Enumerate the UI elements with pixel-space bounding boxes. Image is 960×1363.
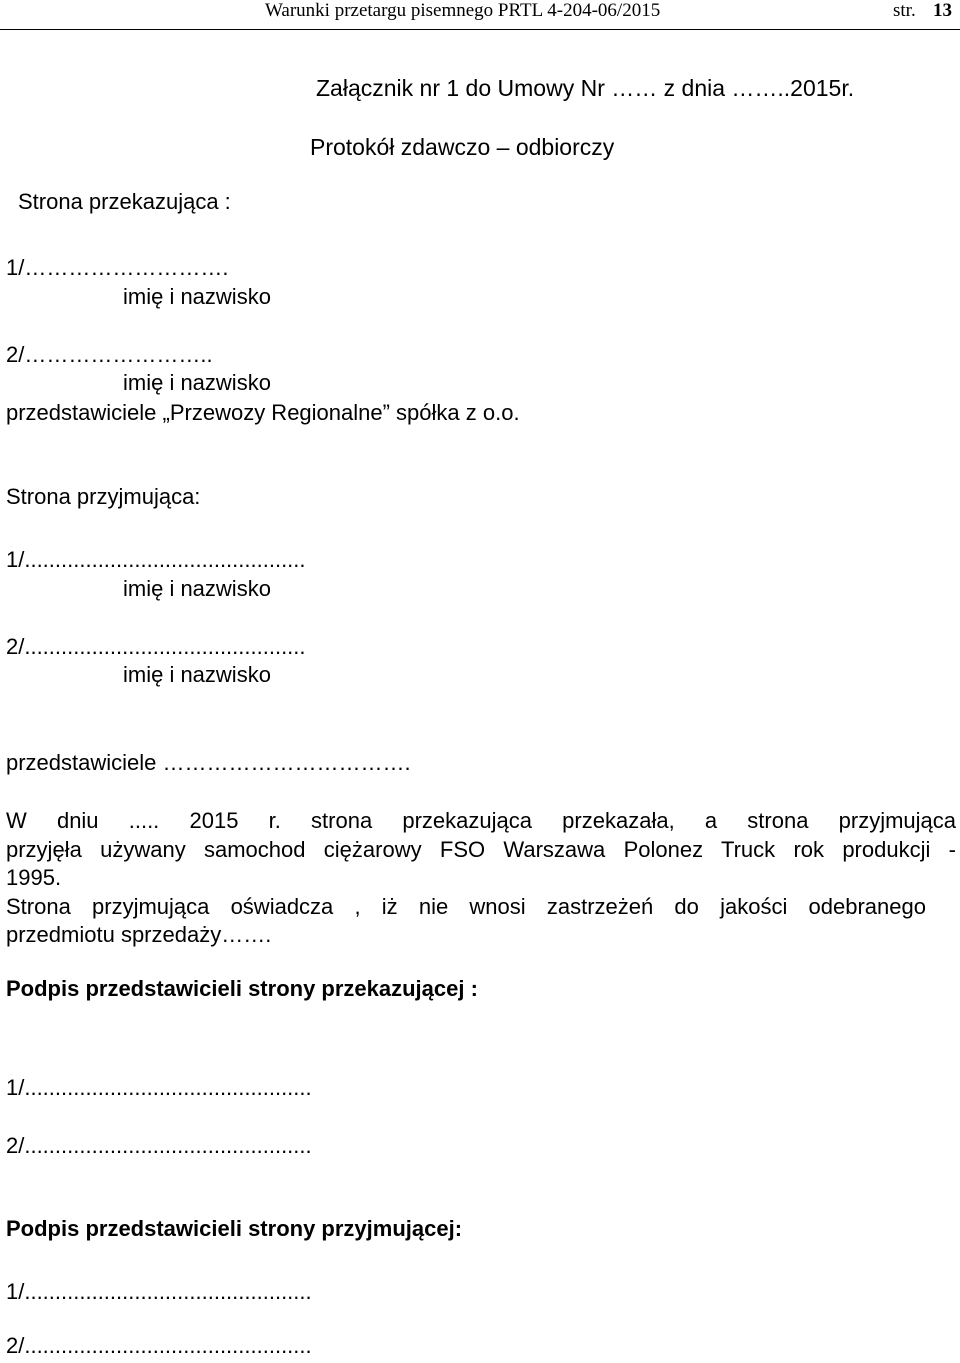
handing-person-2-line: 2/…………………….. (6, 342, 213, 367)
handing-signature-line-1: 1/............................................... (6, 1075, 312, 1100)
page-number: 13 (933, 0, 952, 21)
receiving-person-2-line: 2/.............................................. (6, 634, 306, 659)
handover-statement-line-1: W dniu ..... 2015 r. strona przekazująca przekazała, a strona przyjmująca (6, 808, 956, 833)
receiving-signature-line-2: 2/............................................... (6, 1333, 312, 1358)
handover-statement-line-2: przyjęła używany samochod ciężarowy FSO Warszawa Polonez Truck rok produkcji - (6, 837, 956, 862)
handing-representatives: przedstawiciele „Przewozy Regionalne” spółka z o.o. (6, 400, 520, 425)
handing-signatures-heading: Podpis przedstawicieli strony przekazującej : (6, 976, 478, 1001)
receiving-signature-line-1: 1/............................................... (6, 1279, 312, 1304)
receiving-party-heading: Strona przyjmująca: (6, 484, 201, 509)
attachment-title: Załącznik nr 1 do Umowy Nr …… z dnia ……..2015r. (316, 75, 855, 101)
acceptance-statement-line-2: przedmiotu sprzedaży……. (6, 922, 272, 947)
receiving-person-2-caption: imię i nazwisko (123, 662, 271, 687)
handing-party-heading: Strona przekazująca : (18, 189, 231, 214)
receiving-person-1-line: 1/.............................................. (6, 547, 306, 572)
handing-person-2-caption: imię i nazwisko (123, 370, 271, 395)
header-divider (0, 29, 960, 30)
receiving-person-1-caption: imię i nazwisko (123, 576, 271, 601)
receiving-signatures-heading: Podpis przedstawicieli strony przyjmującej: (6, 1216, 463, 1241)
protocol-title: Protokół zdawczo – odbiorczy (310, 134, 615, 160)
handover-statement-line-3: 1995. (6, 865, 62, 890)
handing-person-1-caption: imię i nazwisko (123, 284, 271, 309)
acceptance-statement-line-1: Strona przyjmująca oświadcza , iż nie wnosi zastrzeżeń do jakości odebranego (6, 894, 926, 919)
page-number-label: str. (893, 0, 916, 21)
receiving-representatives: przedstawiciele ……………………………. (6, 750, 411, 775)
handing-signature-line-2: 2/............................................... (6, 1133, 312, 1158)
document-header-title: Warunki przetargu pisemnego PRTL 4-204-06/2015 (265, 0, 661, 21)
handing-person-1-line: 1/………………………. (6, 255, 229, 280)
